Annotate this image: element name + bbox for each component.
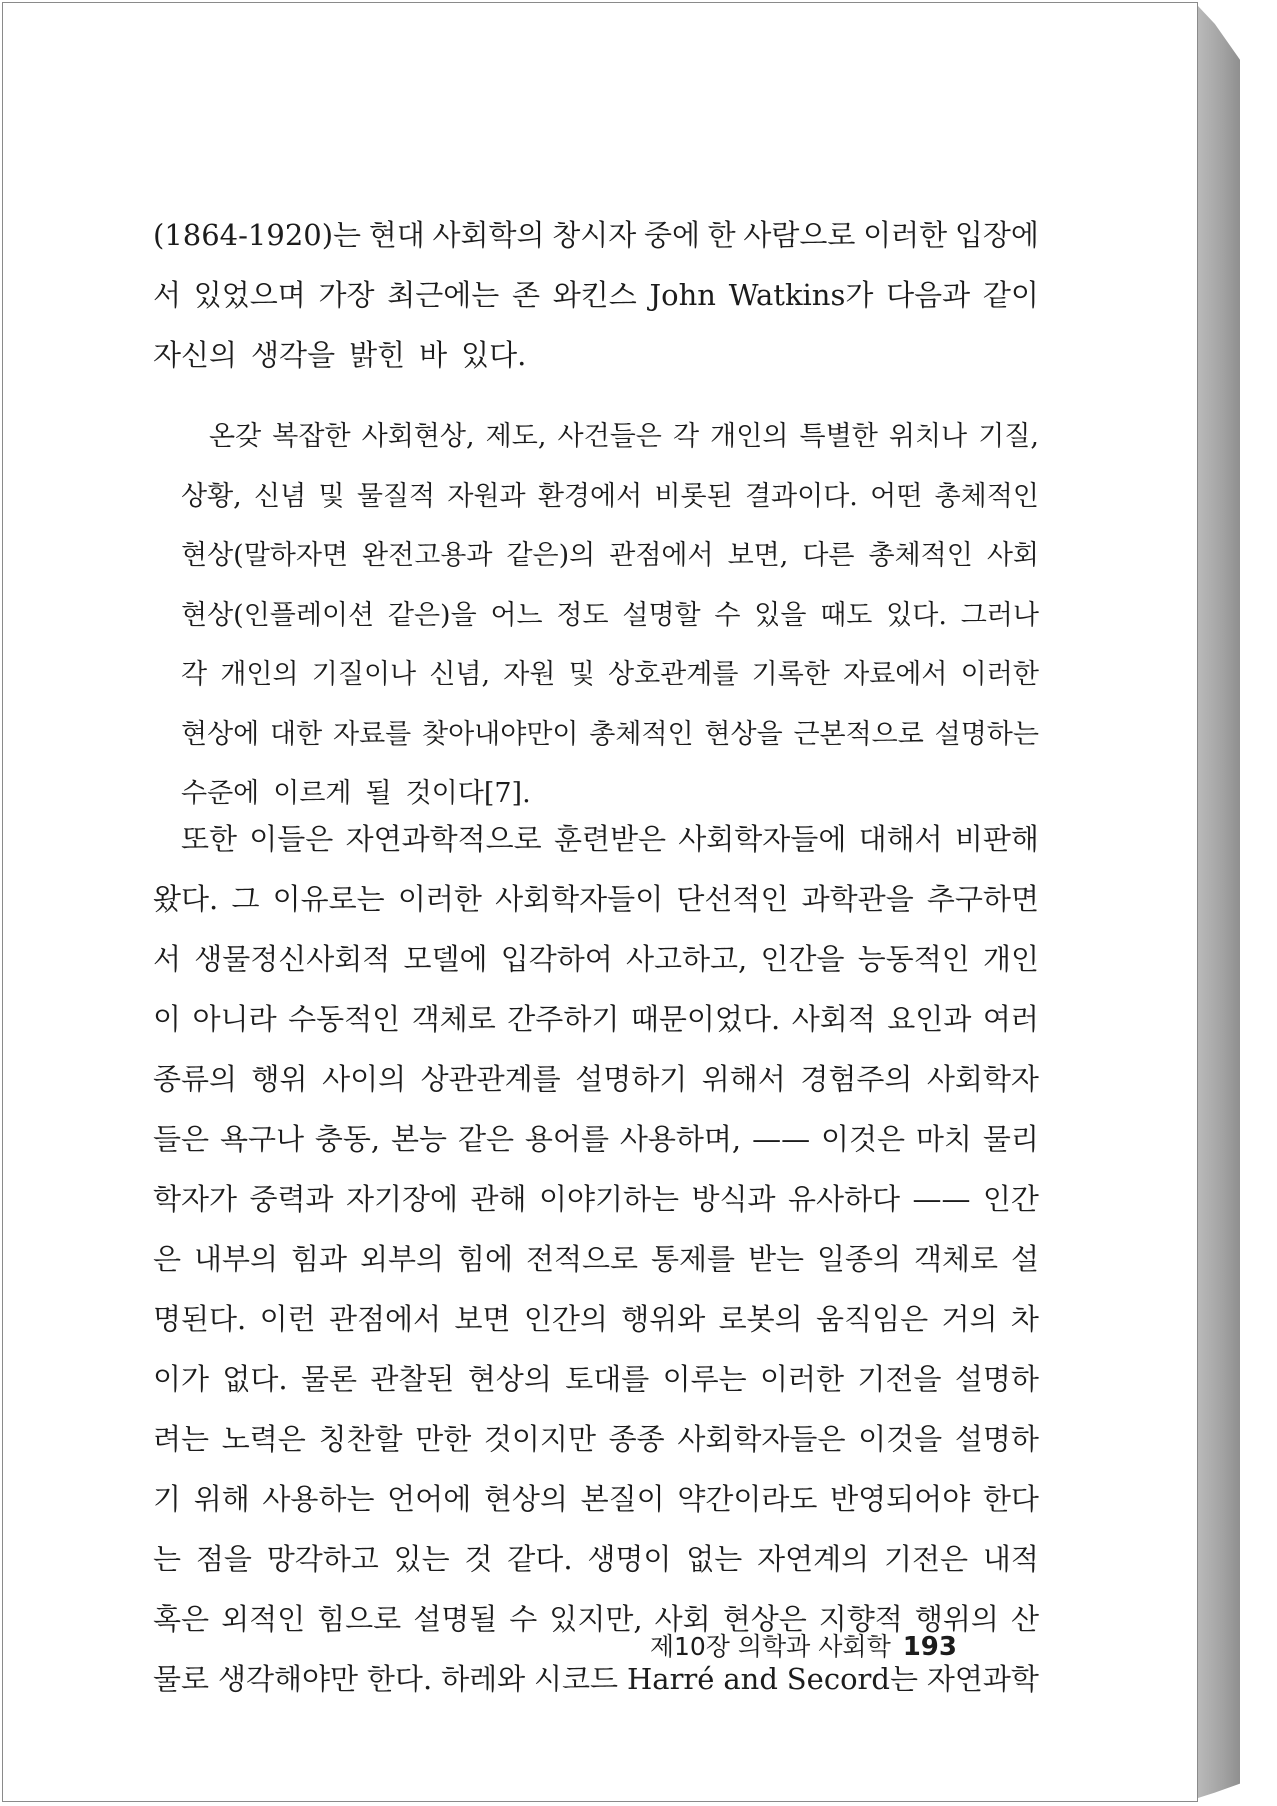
text-line: 려는 노력은 칭찬할 만한 것이지만 종종 사회학자들은 이것을 설명하	[153, 1422, 1039, 1456]
text-line: 각 개인의 기질이나 신념, 자원 및 상호관계를 기록한 자료에서 이러한	[181, 659, 1039, 690]
block-quote	[181, 407, 1039, 824]
page-edge	[1198, 6, 1240, 1798]
text-line: 서 생물정신사회적 모델에 입각하여 사고하고, 인간을 능동적인 개인	[153, 942, 1039, 976]
text-line: 물로 생각해야만 한다. 하레와 시코드 Harré and Secord는 자연과학	[153, 1662, 1039, 1696]
text-line: 또한 이들은 자연과학적으로 훈련받은 사회학자들에 대해서 비판해	[181, 822, 1039, 856]
text-line: 상황, 신념 및 물질적 자원과 환경에서 비롯된 결과이다. 어떤 총체적인	[181, 480, 1039, 512]
text-line: 서 있었으며 가장 최근에는 존 와킨스 John Watkins가 다음과 같이	[153, 278, 1039, 312]
text-line: 왔다. 그 이유로는 이러한 사회학자들이 단선적인 과학관을 추구하면	[153, 882, 1039, 916]
text-line: (1864-1920)는 현대 사회학의 창시자 중에 한 사람으로 이러한 입장에	[153, 218, 1039, 252]
text-line: 들은 욕구나 충동, 본능 같은 용어를 사용하며, —— 이것은 마치 물리	[153, 1122, 1039, 1156]
text-line: 혹은 외적인 힘으로 설명될 수 있지만, 사회 현상은 지향적 행위의 산	[153, 1602, 1039, 1636]
text-line: 종류의 행위 사이의 상관관계를 설명하기 위해서 경험주의 사회학자	[153, 1062, 1039, 1096]
page-number: 193	[902, 1632, 957, 1662]
paragraph-2	[153, 809, 1039, 1709]
text-line: 현상에 대한 자료를 찾아내야만이 총체적인 현상을 근본적으로 설명하는	[181, 718, 1039, 750]
text-line: 학자가 중력과 자기장에 관해 이야기하는 방식과 유사하다 —— 인간	[153, 1182, 1039, 1216]
text-line: 현상(인플레이션 같은)을 어느 정도 설명할 수 있을 때도 있다. 그러나	[181, 599, 1039, 631]
paragraph-1	[153, 205, 1039, 385]
text-line: 명된다. 이런 관점에서 보면 인간의 행위와 로봇의 움직임은 거의 차	[153, 1302, 1039, 1336]
text-line: 기 위해 사용하는 언어에 현상의 본질이 약간이라도 반영되어야 한다	[153, 1482, 1039, 1516]
chapter-title: 제10장 의학과 사회학	[649, 1632, 891, 1661]
text-line: 은 내부의 힘과 외부의 힘에 전적으로 통제를 받는 일종의 객체로 설	[153, 1242, 1039, 1276]
text-line: 온갖 복잡한 사회현상, 제도, 사건들은 각 개인의 특별한 위치나 기질,	[209, 421, 1039, 452]
text-line: 이가 없다. 물론 관찰된 현상의 토대를 이루는 이러한 기전을 설명하	[153, 1362, 1039, 1396]
text-line: 자신의 생각을 밝힌 바 있다.	[153, 338, 527, 372]
text-line: 이 아니라 수동적인 객체로 간주하기 때문이었다. 사회적 요인과 여러	[153, 1002, 1039, 1036]
book-page	[2, 2, 1198, 1802]
text-line: 는 점을 망각하고 있는 것 같다. 생명이 없는 자연계의 기전은 내적	[153, 1542, 1039, 1576]
page-footer	[650, 1627, 957, 1663]
text-line: 수준에 이르게 될 것이다[7].	[181, 778, 531, 809]
text-line: 현상(말하자면 완전고용과 같은)의 관점에서 보면, 다른 총체적인 사회	[181, 540, 1039, 571]
